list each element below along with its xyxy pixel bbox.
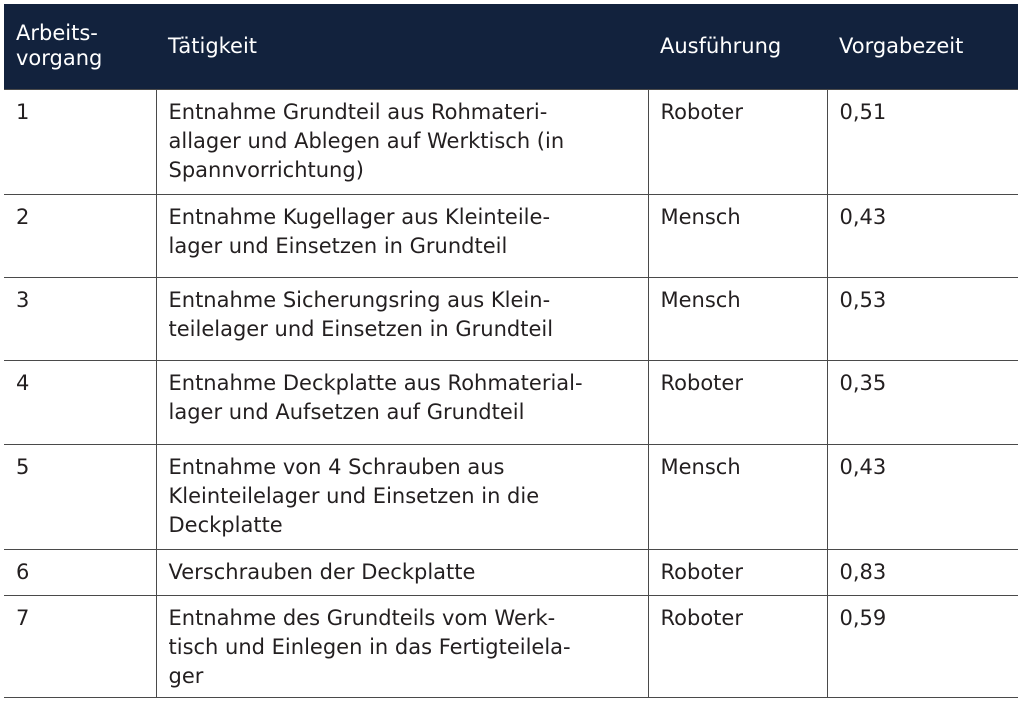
cell-taetigkeit: Entnahme Sicherungsring aus Klein- teilelager und Einsetzen in Grundteil [156,277,648,360]
cell-ausfuehrung: Roboter [648,549,827,595]
cell-vorgabezeit: 0,53 [827,277,1018,360]
cell-taetigkeit: Entnahme Kugellager aus Kleinteile- lager und Einsetzen in Grundteil [156,194,648,277]
cell-ausfuehrung: Roboter [648,360,827,444]
cell-vorgabezeit: 0,43 [827,444,1018,549]
cell-nr: 1 [4,89,156,194]
cell-nr: 5 [4,444,156,549]
table-row [4,595,1018,697]
cell-vorgabezeit: 0,43 [827,194,1018,277]
table-row [4,444,1018,549]
cell-vorgabezeit: 0,83 [827,549,1018,595]
cell-taetigkeit: Verschrauben der Deckplatte [156,549,648,595]
cell-vorgabezeit: 0,59 [827,595,1018,697]
cell-vorgabezeit: 0,51 [827,89,1018,194]
cell-nr: 2 [4,194,156,277]
cell-nr: 4 [4,360,156,444]
cell-nr: 3 [4,277,156,360]
cell-ausfuehrung: Roboter [648,595,827,697]
cell-ausfuehrung: Mensch [648,194,827,277]
work-steps-table-container [4,4,1018,698]
header-row [4,4,1018,89]
table-row [4,549,1018,595]
cell-nr: 7 [4,595,156,697]
cell-ausfuehrung: Roboter [648,89,827,194]
cell-taetigkeit: Entnahme Deckplatte aus Rohmaterial- lager und Aufsetzen auf Grundteil [156,360,648,444]
cell-taetigkeit: Entnahme von 4 Schrauben aus Kleinteilelager und Einsetzen in die Deckplatte [156,444,648,549]
header-vorgabezeit: Vorgabezeit [839,33,964,58]
table-row [4,194,1018,277]
cell-taetigkeit: Entnahme des Grundteils vom Werk- tisch und Einlegen in das Fertigteilela- ger [156,595,648,697]
table-row [4,277,1018,360]
table-header [4,4,1018,89]
header-ausfuehrung: Ausführung [660,33,782,58]
table-body [4,89,1018,697]
cell-ausfuehrung: Mensch [648,444,827,549]
cell-vorgabezeit: 0,35 [827,360,1018,444]
table-row [4,360,1018,444]
table-row [4,89,1018,194]
header-arbeitsvorgang: Arbeits- vorgang [16,21,103,71]
cell-nr: 6 [4,549,156,595]
cell-ausfuehrung: Mensch [648,277,827,360]
work-steps-table [4,4,1018,698]
cell-taetigkeit: Entnahme Grundteil aus Rohmateri- allager und Ablegen auf Werktisch (in Spannvorrichtung) [156,89,648,194]
header-taetigkeit: Tätigkeit [168,33,258,58]
